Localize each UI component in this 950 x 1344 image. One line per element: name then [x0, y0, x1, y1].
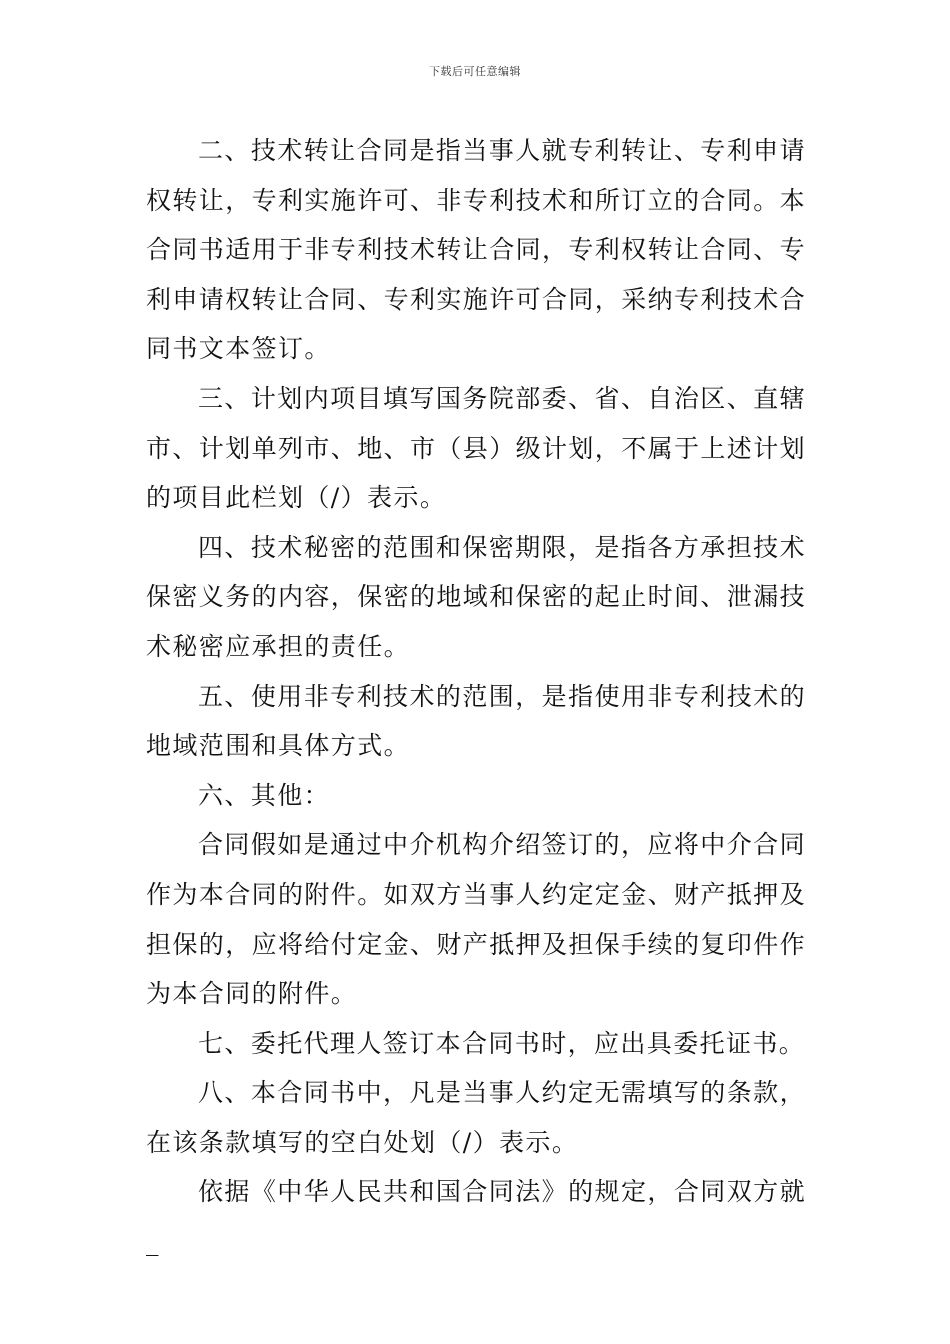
page-header: 下载后可任意编辑 — [429, 65, 521, 78]
paragraph-section-7: 七、委托代理人签订本合同书时，应出具委托证书。 — [198, 1028, 806, 1058]
paragraph-section-3: 三、计划内项目填写国务院部委、省、自治区、直辖市、计划单列市、地、市（县）级计划，不属于上述计划的项目此栏划（/）表示。 — [146, 383, 807, 513]
paragraph-section-6-heading: 六、其他： — [198, 780, 331, 810]
paragraph-section-4: 四、技术秘密的范围和保密期限，是指各方承担技术保密义务的内容，保密的地域和保密的起止时间、泄漏技术秘密应承担的责任。 — [146, 532, 807, 661]
paragraph-section-2: 二、技术转让合同是指当事人就专利转让、专利申请权转让，专利实施许可、非专利技术和所订立的合同。本合同书适用于非专利技术转让合同，专利权转让合同、专利申请权转让合同、专利实施许可合同，采纳专利技术合同书文本签订。 — [146, 136, 807, 364]
document-body — [146, 126, 806, 1267]
paragraph-contract-intro: 依据《中华人民共和国合同法》的规定，合同双方就_ — [146, 1177, 806, 1257]
paragraph-section-8: 八、本合同书中，凡是当事人约定无需填写的条款，在该条款填写的空白处划（/）表示。 — [146, 1078, 806, 1157]
paragraph-section-5: 五、使用非专利技术的范围，是指使用非专利技术的地域范围和具体方式。 — [146, 681, 806, 761]
paragraph-section-6-body: 合同假如是通过中介机构介绍签订的，应将中介合同作为本合同的附件。如双方当事人约定定金、财产抵押及担保的，应将给付定金、财产抵押及担保手续的复印件作为本合同的附件。 — [146, 830, 807, 1009]
